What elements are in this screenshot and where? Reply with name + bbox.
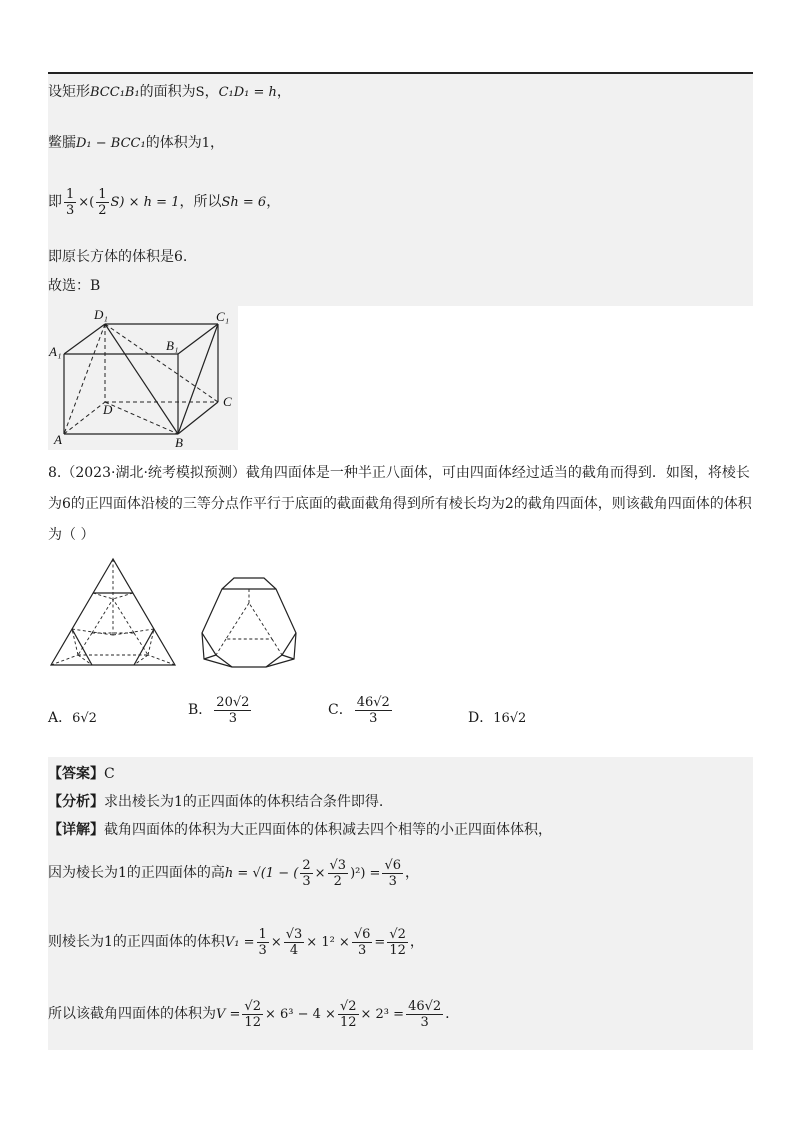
- height-formula-line: 因为棱长为1的正四面体的高h = √(1 − ( $\frac{2}{3}$ × $\frac{√3}{2}$ )²) = $\frac{√6}{3}$ ，: [48, 857, 420, 889]
- small-volume-formula-line: 则棱长为1的正四面体的体积V₁ = $\frac{1}{3}$ × $\frac{√3}{4}$ × 1² × $\frac{√6}{3}$ = $\frac{√2}{12}$ ，: [48, 926, 424, 958]
- label-B1: B₁: [166, 338, 179, 353]
- label-D: D: [103, 402, 113, 417]
- solution-line-3: 即 $\frac{1}{3}$ ×( $\frac{1}{2}$ S) × h = 1，所以Sh = 6，: [48, 186, 281, 218]
- analysis-line: 【分析】求出棱长为1的正四面体的体积结合条件即得.: [48, 794, 384, 810]
- label-A: A: [54, 432, 62, 447]
- label-C: C: [223, 394, 232, 409]
- option-d[interactable]: D．16√2: [468, 710, 527, 726]
- option-a[interactable]: A．6√2: [48, 710, 97, 726]
- solution-line-4: 即原长方体的体积是6.: [48, 249, 188, 265]
- solution-line-2: 鳖臑D₁ − BCC₁的体积为1，: [48, 135, 224, 151]
- cut-tetrahedron-figure: [48, 555, 178, 670]
- label-D1: D₁: [94, 307, 108, 322]
- label-A1: A₁: [49, 344, 62, 359]
- detail-line: 【详解】截角四面体的体积为大正四面体的体积减去四个相等的小正四面体体积，: [48, 822, 552, 838]
- solution-line-5: 故选：B: [48, 278, 101, 294]
- solution-line-1: 设矩形BCC₁B₁的面积为S，C₁D₁ = h，: [48, 84, 291, 100]
- option-b[interactable]: B． $\frac{20√2}{3}$: [188, 694, 250, 726]
- option-c[interactable]: C． $\frac{46√2}{3}$: [328, 694, 390, 726]
- question-8: 8.（2023·湖北·统考模拟预测）截角四面体是一种半正八面体，可由四面体经过适当的截角而得到．如图，将棱长为6的正四面体沿棱的三等分点作平行于底面的截面截角得到所有棱长均为2的截角四面体，则该截角四面体的体积为（ ）: [48, 465, 752, 543]
- truncated-tetrahedron-figure: [196, 575, 302, 670]
- label-C1: C₁: [216, 309, 230, 324]
- answer-line: 【答案】C: [48, 766, 115, 782]
- box-figure: [48, 306, 238, 450]
- label-B: B: [175, 435, 183, 450]
- total-volume-formula-line: 所以该截角四面体的体积为V = $\frac{√2}{12}$ × 6³ − 4 × $\frac{√2}{12}$ × 2³ = $\frac{46√2}{3}$ .: [48, 998, 450, 1030]
